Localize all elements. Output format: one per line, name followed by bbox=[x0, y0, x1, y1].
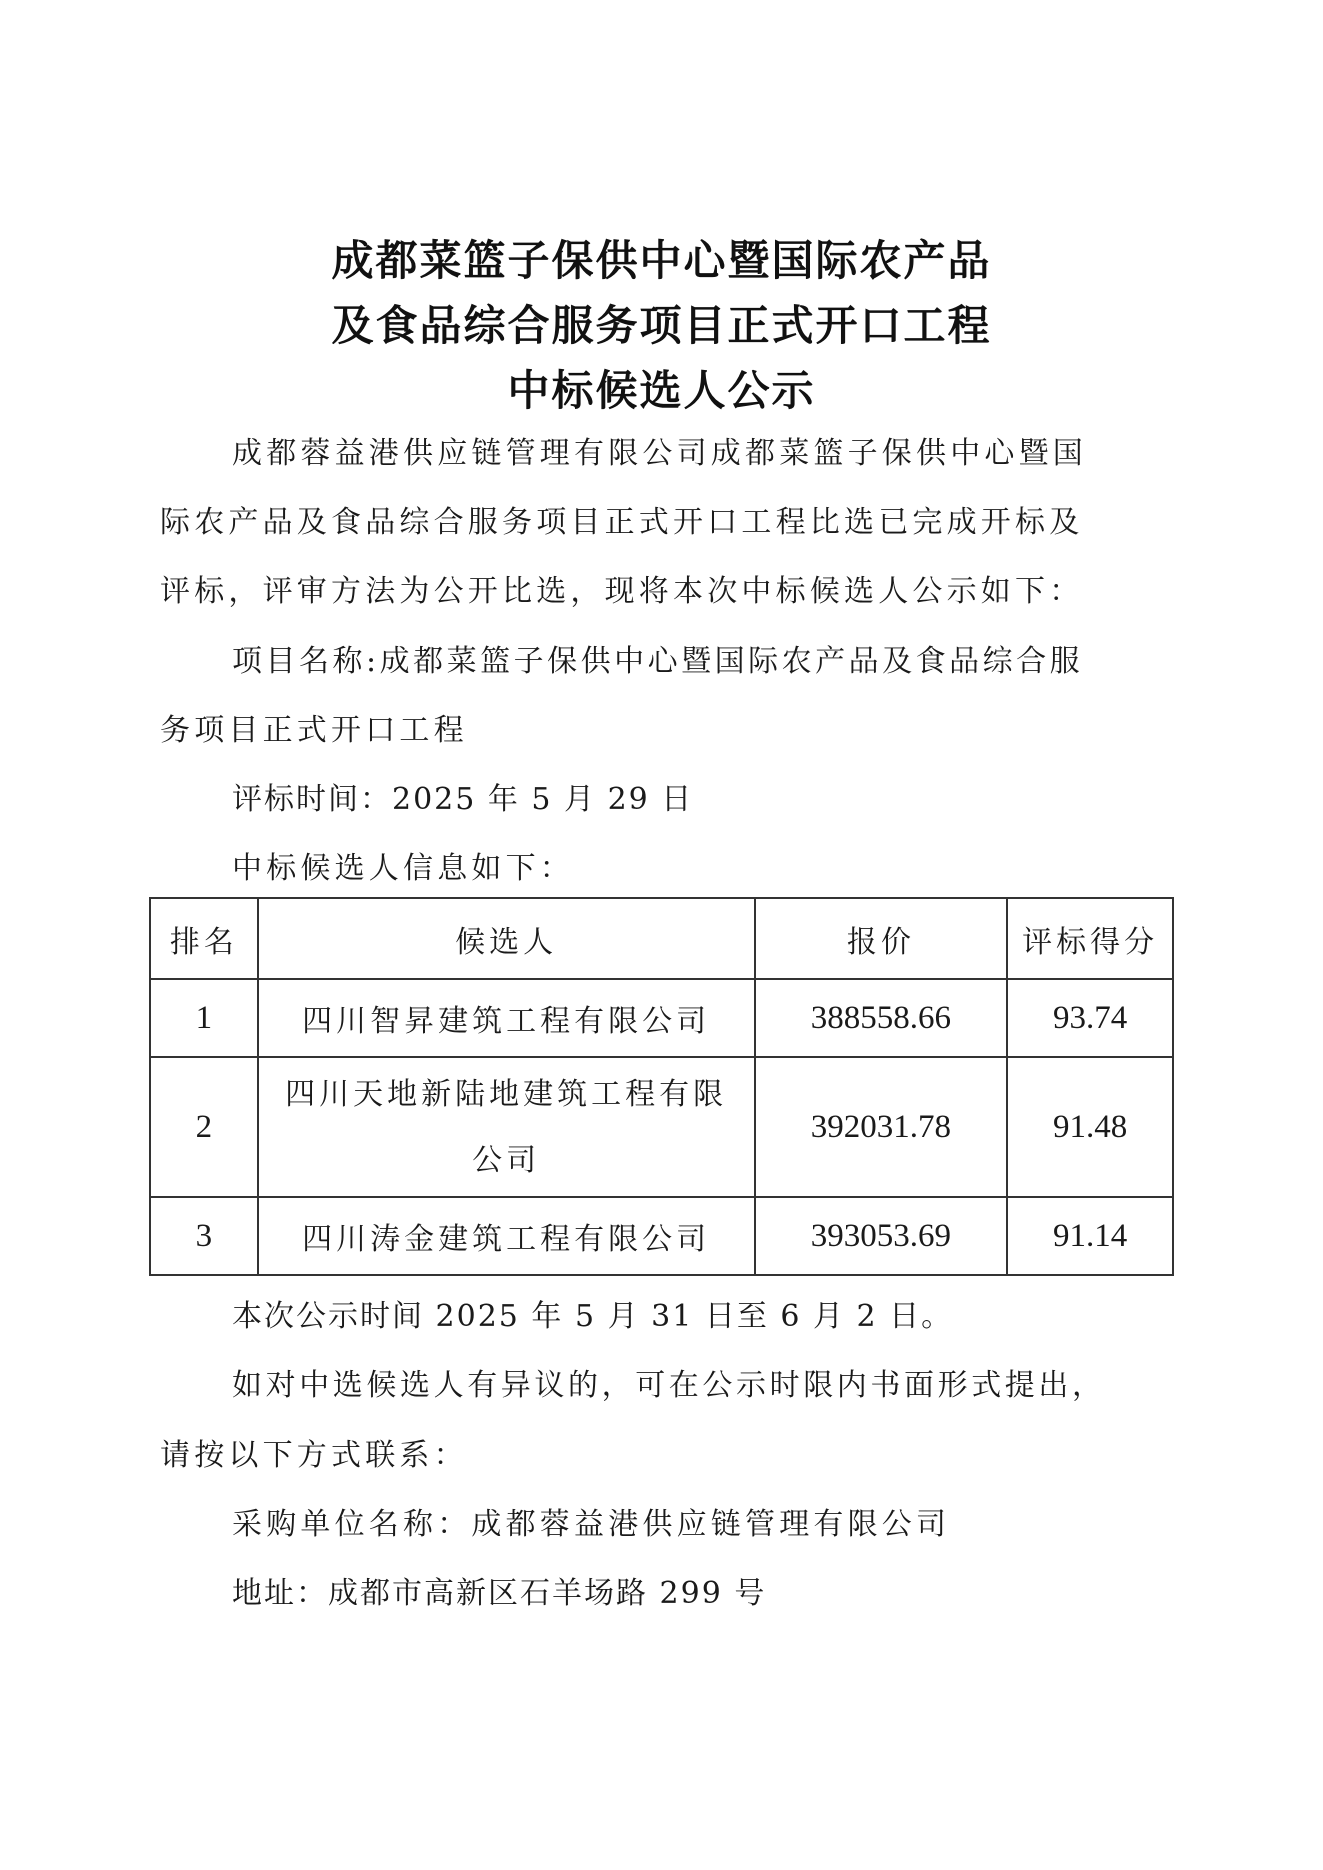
title-line-2: 及食品综合服务项目正式开口工程 bbox=[331, 301, 992, 350]
rank-cell: 2 bbox=[150, 1057, 258, 1197]
table-row bbox=[150, 1197, 1173, 1275]
evaluation-time: 评标时间：2025 年 5 月 29 日 bbox=[232, 782, 694, 817]
score-cell: 91.14 bbox=[1007, 1197, 1173, 1275]
candidate-cell: 四川涛金建筑工程有限公司 bbox=[258, 1197, 755, 1275]
price-cell: 388558.66 bbox=[755, 979, 1008, 1057]
intro-line-2: 际农产品及食品综合服务项目正式开口工程比选已完成开标及 bbox=[160, 505, 1084, 540]
intro-line-1: 成都蓉益港供应链管理有限公司成都菜篮子保供中心暨国 bbox=[232, 436, 1087, 471]
candidate-name-line-1: 四川天地新陆地建筑工程有限 bbox=[285, 1077, 728, 1112]
price-cell: 392031.78 bbox=[755, 1057, 1008, 1197]
rank-cell: 1 bbox=[150, 979, 258, 1057]
purchaser-name: 采购单位名称：成都蓉益港供应链管理有限公司 bbox=[232, 1507, 951, 1542]
header-score: 评标得分 bbox=[1007, 898, 1173, 979]
purchaser-address: 地址：成都市高新区石羊场路 299 号 bbox=[232, 1576, 767, 1611]
candidates-table bbox=[149, 897, 1174, 1276]
candidate-cell bbox=[258, 1057, 755, 1197]
project-name-line-2: 务项目正式开口工程 bbox=[160, 713, 468, 748]
price-cell: 393053.69 bbox=[755, 1197, 1008, 1275]
publicity-time: 本次公示时间 2025 年 5 月 31 日至 6 月 2 日。 bbox=[232, 1299, 954, 1334]
title-line-3: 中标候选人公示 bbox=[507, 366, 816, 415]
header-candidate: 候选人 bbox=[258, 898, 755, 979]
table-header-row bbox=[150, 898, 1173, 979]
table-row bbox=[150, 979, 1173, 1057]
score-cell: 91.48 bbox=[1007, 1057, 1173, 1197]
objection-line-1: 如对中选候选人有异议的，可在公示时限内书面形式提出， bbox=[232, 1368, 1106, 1403]
objection-line-2: 请按以下方式联系： bbox=[160, 1438, 468, 1473]
header-rank: 排名 bbox=[150, 898, 258, 979]
candidates-intro: 中标候选人信息如下： bbox=[232, 851, 574, 886]
project-name-line-1: 项目名称:成都菜篮子保供中心暨国际农产品及食品综合服 bbox=[232, 644, 1084, 679]
title-line-1: 成都菜篮子保供中心暨国际农产品 bbox=[331, 236, 992, 285]
score-cell: 93.74 bbox=[1007, 979, 1173, 1057]
header-price: 报价 bbox=[755, 898, 1008, 979]
candidate-cell: 四川智昇建筑工程有限公司 bbox=[258, 979, 755, 1057]
rank-cell: 3 bbox=[150, 1197, 258, 1275]
intro-line-3: 评标，评审方法为公开比选，现将本次中标候选人公示如下： bbox=[160, 574, 1084, 609]
table-row bbox=[150, 1057, 1173, 1197]
candidate-name-line-2: 公司 bbox=[472, 1143, 541, 1178]
